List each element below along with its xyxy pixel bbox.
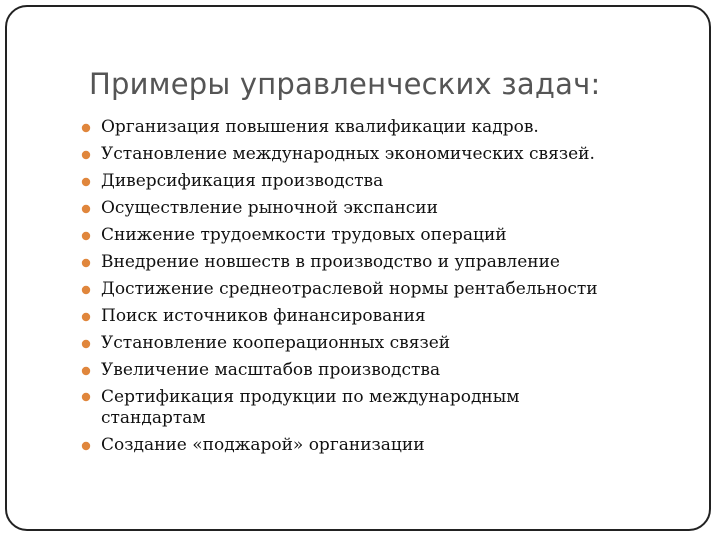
bullet-icon xyxy=(81,123,91,133)
bullet-icon xyxy=(81,441,91,451)
list-item xyxy=(80,195,680,222)
bullet-icon xyxy=(81,204,91,214)
bullet-icon xyxy=(81,312,91,322)
list-item-text: Диверсификация производства xyxy=(101,171,384,191)
bullet-icon xyxy=(81,285,91,295)
list-item-text: Осуществление рыночной экспансии xyxy=(101,198,438,218)
bullet-icon xyxy=(81,150,91,160)
list-item-text: Сертификация продукции по международным стандартам xyxy=(101,387,520,428)
list-item-text: Достижение среднеотраслевой нормы рентабельности xyxy=(101,279,598,299)
list-item-text: Установление кооперационных связей xyxy=(101,333,451,353)
list-item xyxy=(80,222,680,249)
list-item-text: Создание «поджарой» организации xyxy=(101,435,425,455)
list-item-text: Снижение трудоемкости трудовых операций xyxy=(101,225,507,245)
list-item-text: Установление международных экономических связей. xyxy=(101,144,595,164)
bullet-icon xyxy=(81,392,91,402)
bullet-icon xyxy=(81,177,91,187)
list-item xyxy=(80,168,680,195)
list-item xyxy=(80,141,680,168)
list-item xyxy=(80,330,680,357)
list-item-text: Организация повышения квалификации кадров. xyxy=(101,117,539,137)
list-item-text: Поиск источников финансирования xyxy=(101,306,426,326)
list-item xyxy=(80,276,680,303)
slide-title: Примеры управленческих задач: xyxy=(89,67,601,101)
bullet-list xyxy=(80,114,680,459)
bullet-icon xyxy=(81,366,91,376)
list-item-text: Внедрение новшеств в производство и управление xyxy=(101,252,560,272)
list-item-text: Увеличение масштабов производства xyxy=(101,360,441,380)
bullet-icon xyxy=(81,231,91,241)
list-item xyxy=(80,357,680,384)
list-item xyxy=(80,432,680,459)
list-item xyxy=(80,114,680,141)
bullet-icon xyxy=(81,339,91,349)
list-item xyxy=(80,303,680,330)
list-item xyxy=(80,384,571,432)
list-item xyxy=(80,249,680,276)
bullet-icon xyxy=(81,258,91,268)
